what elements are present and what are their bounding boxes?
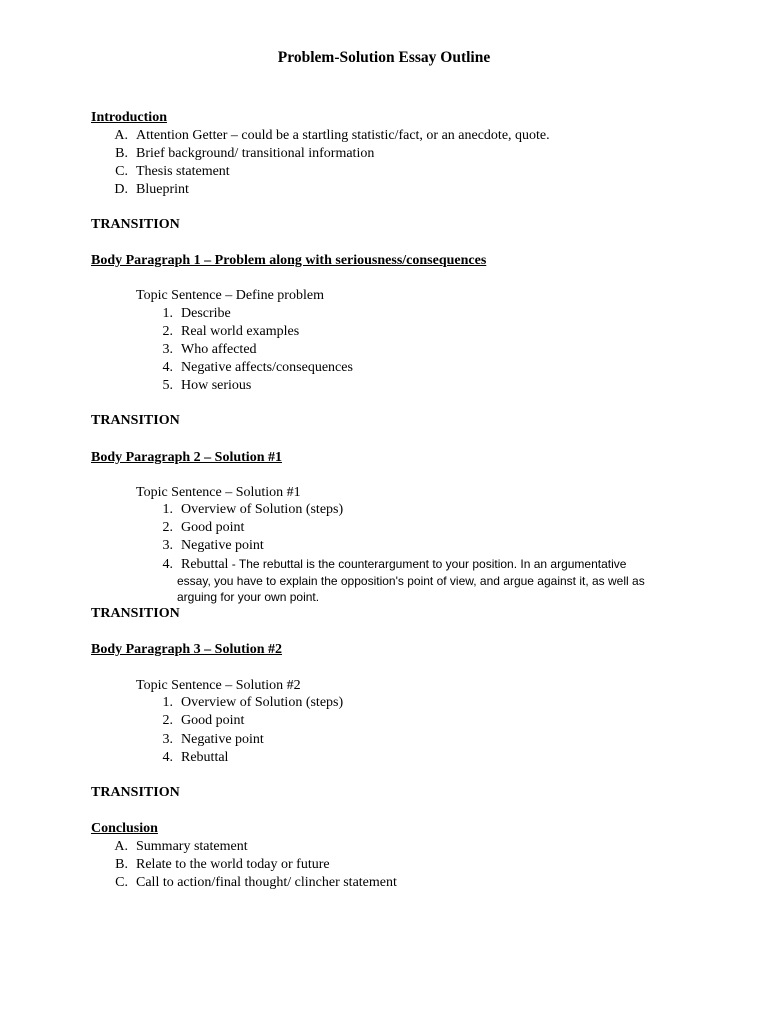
list-item: [151, 323, 299, 341]
list-item-text: Attention Getter – could be a startling statistic/fact, or an anecdote, quote.: [136, 128, 550, 143]
body-paragraph-2-heading: Body Paragraph 2 – Solution #1: [91, 450, 282, 465]
list-item-text: Call to action/final thought/ clincher statement: [136, 875, 397, 890]
list-item: [151, 694, 343, 712]
list-item: [151, 537, 264, 555]
rebuttal-description-line-3: arguing for your own point.: [177, 590, 320, 604]
list-marker: B.: [115, 857, 128, 872]
list-item-text: Thesis statement: [136, 164, 230, 179]
list-marker: A.: [114, 128, 128, 143]
list-marker: 5.: [162, 378, 173, 393]
list-marker: 3.: [162, 538, 173, 553]
body-paragraph-3-heading: Body Paragraph 3 – Solution #2: [91, 642, 282, 657]
topic-sentence-2: Topic Sentence – Solution #1: [136, 485, 301, 500]
list-item: [106, 856, 330, 874]
list-marker: 2.: [162, 713, 173, 728]
list-marker: 2.: [162, 520, 173, 535]
list-item-text: Real world examples: [181, 324, 300, 339]
transition-label-1: TRANSITION: [91, 217, 180, 232]
list-item-text: Good point: [181, 713, 245, 728]
list-item-text: Who affected: [181, 342, 257, 357]
list-item-text: How serious: [181, 378, 252, 393]
list-item: [151, 305, 231, 323]
list-item-text: Overview of Solution (steps): [181, 502, 344, 517]
list-item: [106, 181, 189, 199]
list-item-text: Blueprint: [136, 182, 189, 197]
list-marker: 1.: [162, 306, 173, 321]
transition-label-2: TRANSITION: [91, 413, 180, 428]
rebuttal-description-line-1: The rebuttal is the counterargument to your position. In an argumentative: [238, 557, 627, 571]
transition-label-4: TRANSITION: [91, 785, 180, 800]
list-item: [151, 519, 244, 537]
list-item: [106, 163, 230, 181]
list-marker: C.: [115, 164, 128, 179]
list-marker: 2.: [162, 324, 173, 339]
list-item-text: Negative point: [181, 732, 264, 747]
list-item: [106, 127, 550, 145]
topic-sentence-3: Topic Sentence – Solution #2: [136, 678, 301, 693]
conclusion-heading: Conclusion: [91, 821, 158, 836]
list-marker: C.: [115, 875, 128, 890]
list-item: [106, 838, 248, 856]
list-item-text: Relate to the world today or future: [136, 857, 330, 872]
list-item-text: Good point: [181, 520, 245, 535]
list-item: [151, 501, 343, 519]
list-item-text: Negative point: [181, 538, 264, 553]
list-item: [151, 749, 228, 767]
list-item: [151, 359, 353, 377]
topic-sentence-1: Topic Sentence – Define problem: [136, 288, 324, 303]
body-paragraph-1-heading: Body Paragraph 1 – Problem along with seriousness/consequences: [91, 253, 487, 268]
list-item: [151, 712, 244, 730]
rebuttal-label: Rebuttal: [181, 557, 229, 572]
list-marker: B.: [115, 146, 128, 161]
list-marker: 3.: [162, 342, 173, 357]
list-item-text: Rebuttal: [181, 750, 229, 765]
list-item: [106, 874, 397, 892]
list-marker: 3.: [162, 732, 173, 747]
list-marker: A.: [114, 839, 128, 854]
list-item-text: Brief background/ transitional information: [136, 146, 375, 161]
list-marker: 4.: [162, 360, 173, 375]
list-item: [151, 341, 257, 359]
list-marker: D.: [114, 182, 128, 197]
list-item: [151, 377, 251, 395]
list-item-text: Summary statement: [136, 839, 248, 854]
rebuttal-description-line-2: essay, you have to explain the opposition's point of view, and argue against it, as well as: [177, 574, 645, 588]
list-item-text: Describe: [181, 306, 231, 321]
rebuttal-dash: -: [228, 557, 239, 571]
list-item-text: Overview of Solution (steps): [181, 695, 344, 710]
transition-label-3: TRANSITION: [91, 606, 180, 621]
rebuttal-item: [151, 555, 626, 574]
document-title: Problem-Solution Essay Outline: [277, 49, 491, 66]
list-item: [106, 145, 374, 163]
list-marker: 1.: [162, 695, 173, 710]
introduction-heading: Introduction: [91, 110, 167, 125]
list-item-text: Negative affects/consequences: [181, 360, 353, 375]
list-marker: 4.: [162, 557, 173, 572]
list-item: [151, 731, 264, 749]
list-marker: 4.: [162, 750, 173, 765]
list-marker: 1.: [162, 502, 173, 517]
